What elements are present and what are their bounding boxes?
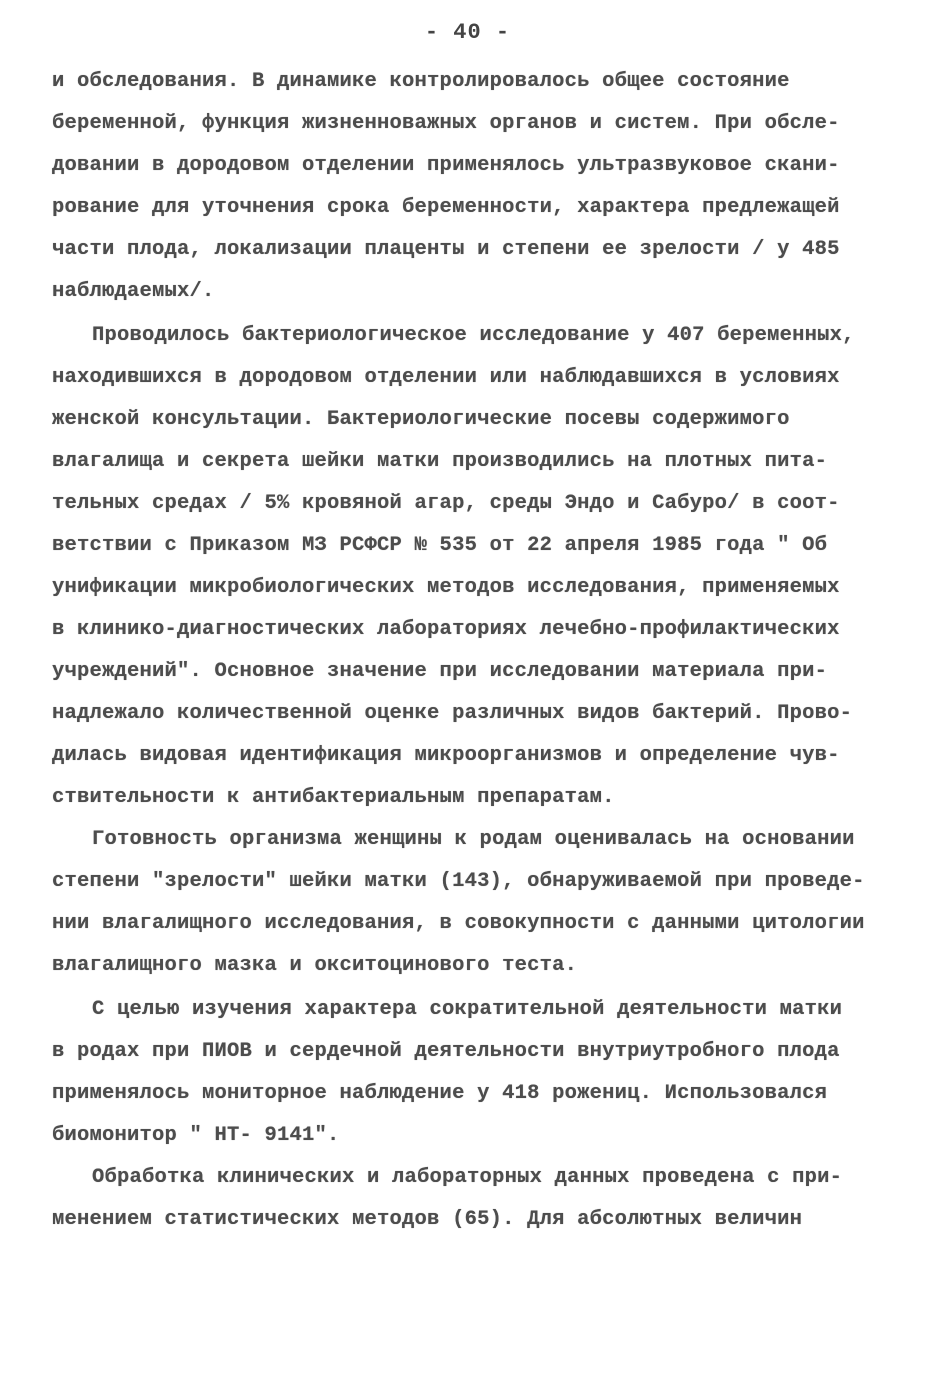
text-line: наблюдаемых/. [52,280,215,303]
text-line: менением статистических методов (65). Для абсолютных величин [52,1208,803,1231]
text-line: степени "зрелости" шейки матки (143), обнаруживаемой при проведе- [52,870,865,893]
text-line: биомонитор " НТ- 9141". [52,1124,340,1147]
page-number: - 40 - [424,20,511,45]
text-line: рование для уточнения срока беременности, характера предлежащей [52,196,840,219]
text-line: ветствии с Приказом МЗ РСФСР № 535 от 22 апреля 1985 года " Об [52,534,828,557]
text-line: Обработка клинических и лабораторных данных проведена с при- [92,1166,843,1189]
text-line: унификации микробиологических методов исследования, применяемых [52,576,840,599]
text-line: женской консультации. Бактериологические посевы содержимого [52,408,790,431]
text-line: беременной, функция жизненноважных органов и систем. При обсле- [52,112,840,135]
text-line: части плода, локализации плаценты и степени ее зрелости / у 485 [52,238,840,261]
text-line: довании в дородовом отделении применялось ультразвуковое скани- [52,154,840,177]
text-line: ствительности к антибактериальным препаратам. [52,786,615,809]
text-line: в клинико-диагностических лабораториях лечебно-профилактических [52,618,840,641]
text-line: Готовность организма женщины к родам оценивалась на основании [92,828,855,851]
text-line: влагалища и секрета шейки матки производились на плотных пита- [52,450,828,473]
text-line: тельных средах / 5% кровяной агар, среды Эндо и Сабуро/ в соот- [52,492,840,515]
text-line: находившихся в дородовом отделении или наблюдавшихся в условиях [52,366,840,389]
text-line: дилась видовая идентификация микроорганизмов и определение чув- [52,744,840,767]
text-line: применялось мониторное наблюдение у 418 рожениц. Использовался [52,1082,828,1105]
text-line: надлежало количественной оценке различных видов бактерий. Прово- [52,702,853,725]
text-line: С целью изучения характера сократительной деятельности матки [92,998,843,1021]
text-line: влагалищного мазка и окситоцинового теста. [52,954,578,977]
text-line: учреждений". Основное значение при исследовании материала при- [52,660,828,683]
text-line: в родах при ПИОВ и сердечной деятельности внутриутробного плода [52,1040,840,1063]
text-line: Проводилось бактериологическое исследование у 407 беременных, [92,324,855,347]
text-line: и обследования. В динамике контролировалось общее состояние [52,70,790,93]
text-line: нии влагалищного исследования, в совокупности с данными цитологии [52,912,865,935]
